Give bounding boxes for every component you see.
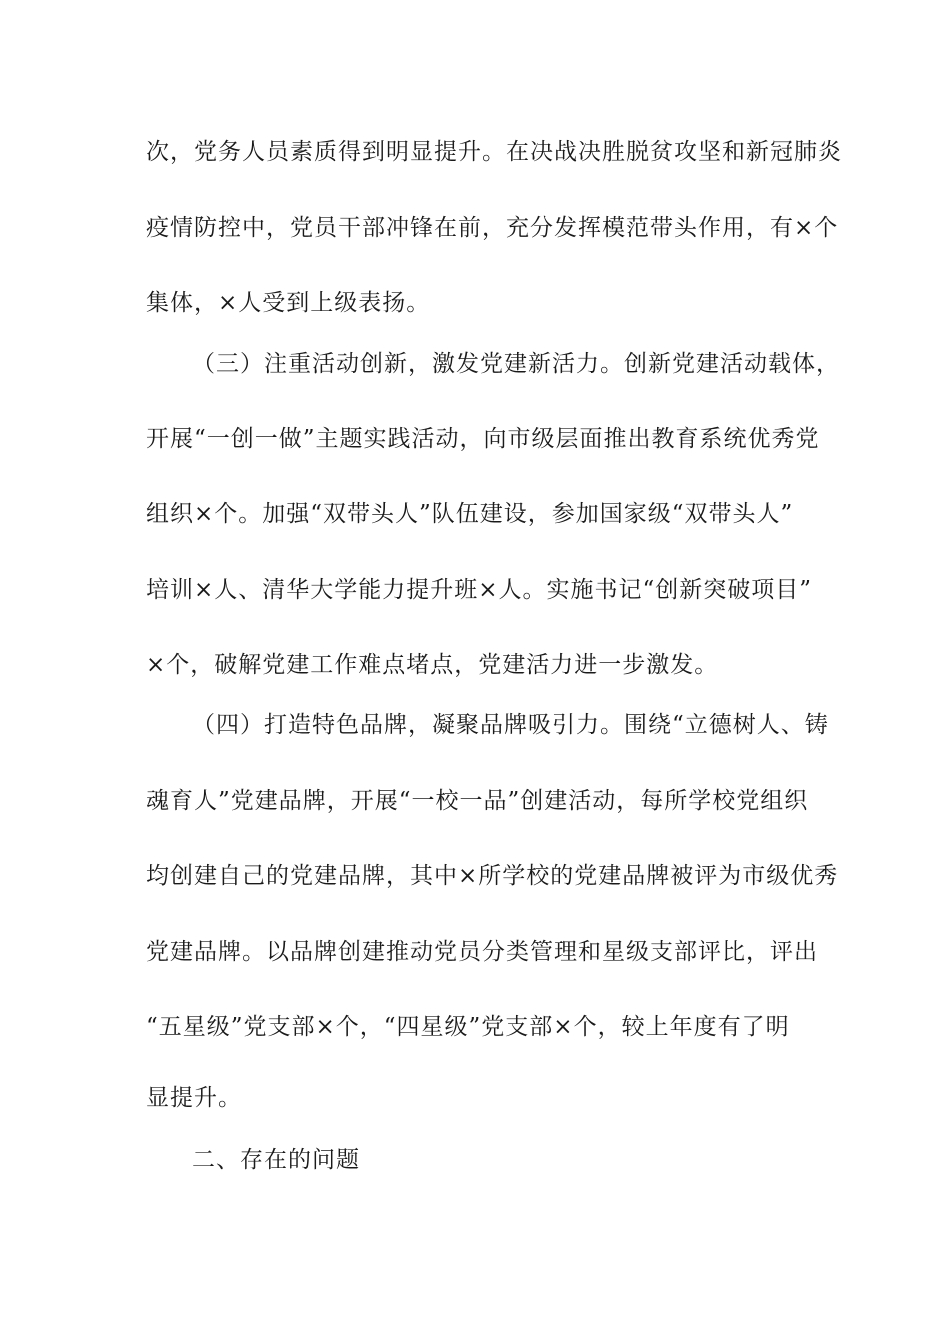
text-line: ×个，破解党建工作难点堵点，党建活力进一步激发。 bbox=[146, 652, 719, 678]
section-heading-2: 二、存在的问题 bbox=[192, 1147, 360, 1173]
text-line: “五星级”党支部×个，“四星级”党支部×个，较上年度有了明 bbox=[146, 1014, 790, 1040]
text-line: 培训×人、清华大学能力提升班×人。实施书记“创新突破项目” bbox=[146, 577, 813, 603]
text-line: 疫情防控中，党员干部冲锋在前，充分发挥模范带头作用，有×个 bbox=[146, 215, 839, 241]
text-line: 显提升。 bbox=[146, 1085, 242, 1111]
section-heading-4: （四）打造特色品牌，凝聚品牌吸引力。围绕“立德树人、铸 bbox=[192, 712, 829, 738]
text-line: 开展“一创一做”主题实践活动，向市级层面推出教育系统优秀党 bbox=[146, 426, 820, 452]
text-line: 组织×个。加强“双带头人”队伍建设，参加国家级“双带头人” bbox=[146, 501, 794, 527]
text-line: 党建品牌。以品牌创建推动党员分类管理和星级支部评比，评出 bbox=[146, 939, 818, 965]
text-line: 次，党务人员素质得到明显提升。在决战决胜脱贫攻坚和新冠肺炎 bbox=[146, 139, 842, 165]
text-line: 均创建自己的党建品牌，其中×所学校的党建品牌被评为市级优秀 bbox=[146, 863, 839, 889]
text-line: 集体，×人受到上级表扬。 bbox=[146, 290, 431, 316]
section-heading-3: （三）注重活动创新，激发党建新活力。创新党建活动载体， bbox=[192, 351, 840, 377]
text-line: 魂育人”党建品牌，开展“一校一品”创建活动，每所学校党组织 bbox=[146, 788, 809, 814]
